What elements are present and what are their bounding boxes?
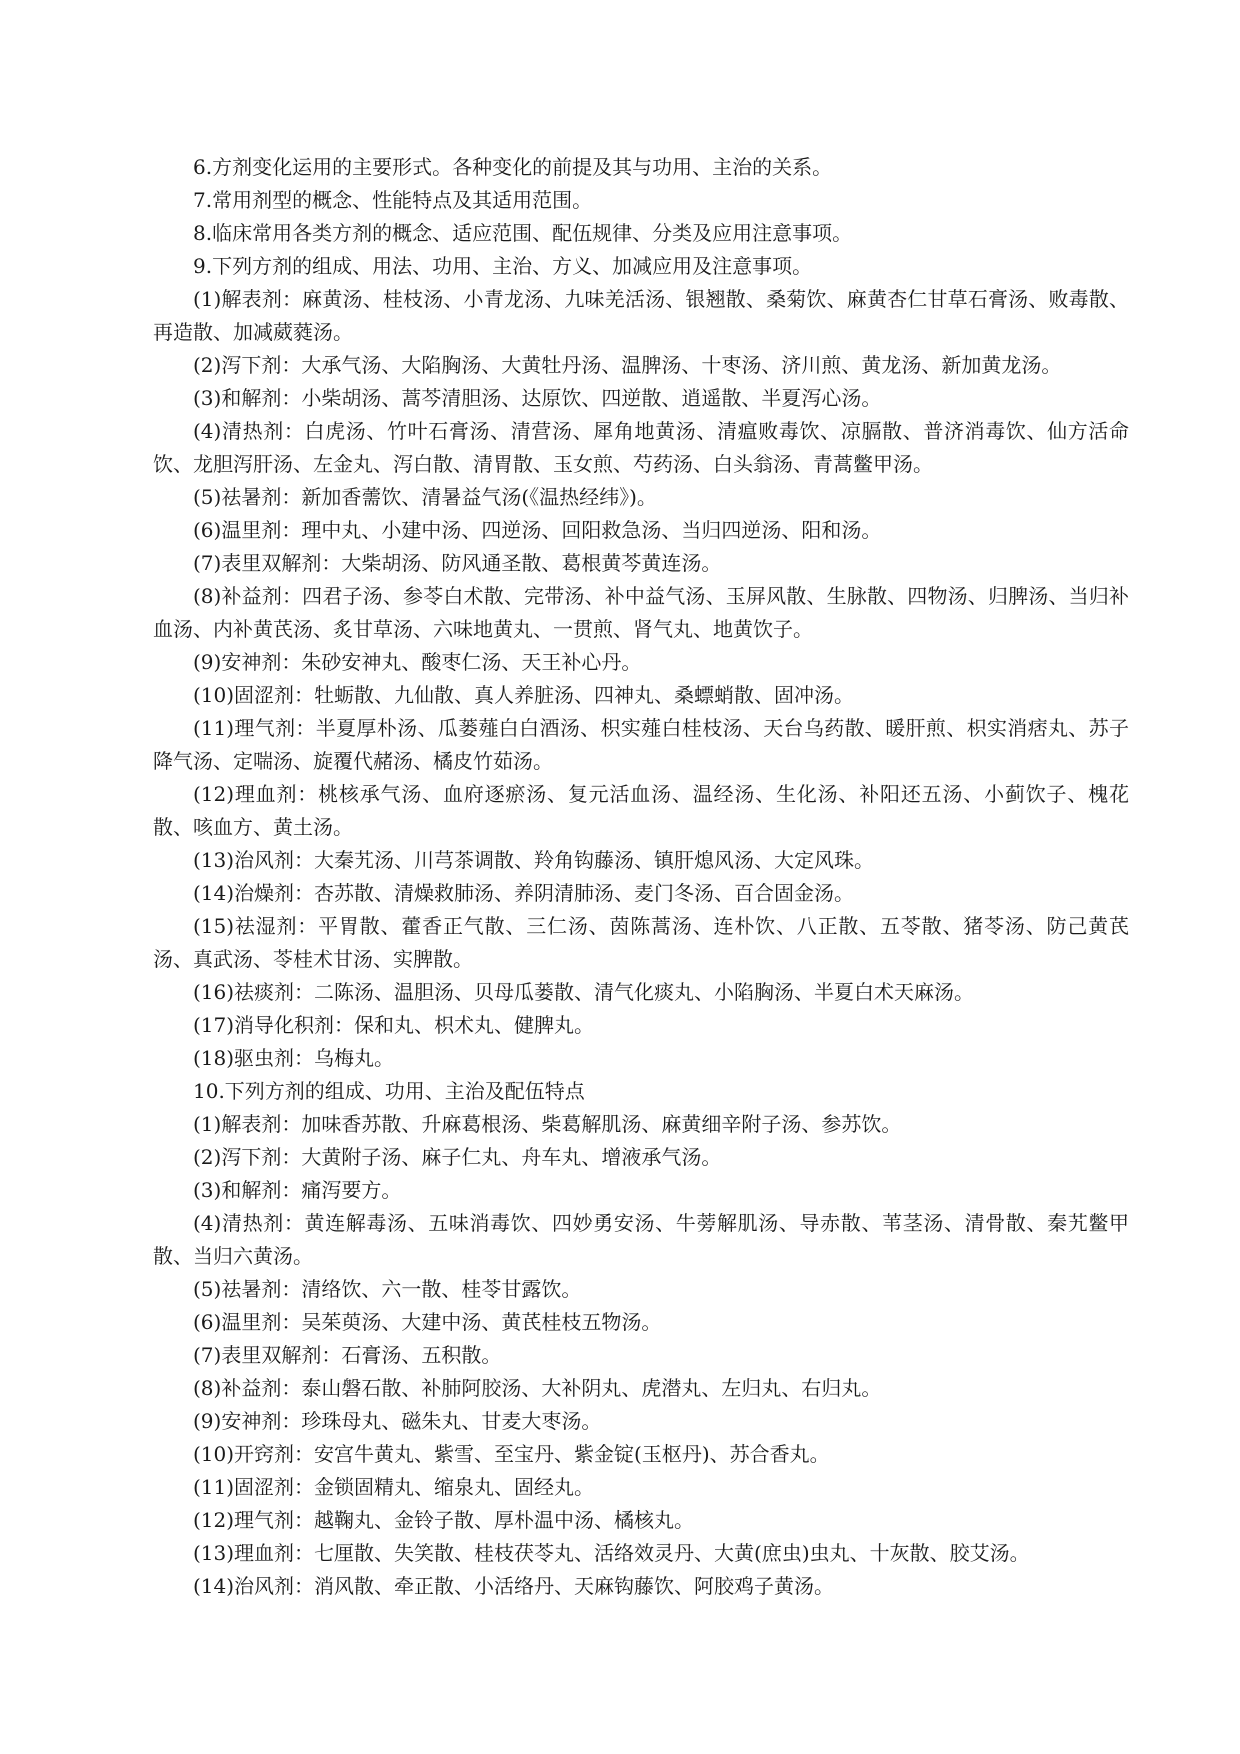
paragraph: (18)驱虫剂：乌梅丸。 <box>193 1046 395 1070</box>
paragraph: 8.临床常用各类方剂的概念、适应范围、配伍规律、分类及应用注意事项。 <box>193 221 853 245</box>
paragraph: (11)理气剂：半夏厚朴汤、瓜蒌薤白白酒汤、枳实薤白桂枝汤、天台乌药散、暖肝煎、枳实消痞丸、苏子降气汤、定喘汤、旋覆代赭汤、橘皮竹茹汤。 <box>153 716 1129 773</box>
paragraph: (7)表里双解剂：石膏汤、五积散。 <box>193 1343 502 1367</box>
paragraph: (5)祛暑剂：新加香薷饮、清暑益气汤(《温热经纬》)。 <box>193 485 657 509</box>
paragraph: (9)安神剂：朱砂安神丸、酸枣仁汤、天王补心丹。 <box>193 650 642 674</box>
paragraph: (8)补益剂：泰山磐石散、补肺阿胶汤、大补阴丸、虎潜丸、左归丸、右归丸。 <box>193 1376 882 1400</box>
paragraph: 7.常用剂型的概念、性能特点及其适用范围。 <box>193 188 593 212</box>
paragraph: (3)和解剂：小柴胡汤、蒿芩清胆汤、达原饮、四逆散、逍遥散、半夏泻心汤。 <box>193 386 882 410</box>
paragraph: (5)祛暑剂：清络饮、六一散、桂苓甘露饮。 <box>193 1277 582 1301</box>
paragraph: (15)祛湿剂：平胃散、藿香正气散、三仁汤、茵陈蒿汤、连朴饮、八正散、五苓散、猪苓汤、防己黄芪汤、真武汤、苓桂术甘汤、实脾散。 <box>153 914 1129 971</box>
paragraph: (17)消导化积剂：保和丸、枳术丸、健脾丸。 <box>193 1013 595 1037</box>
paragraph: (8)补益剂：四君子汤、参苓白术散、完带汤、补中益气汤、玉屏风散、生脉散、四物汤、归脾汤、当归补血汤、内补黄芪汤、炙甘草汤、六味地黄丸、一贯煎、肾气丸、地黄饮子。 <box>153 584 1129 641</box>
paragraph: (6)温里剂：理中丸、小建中汤、四逆汤、回阳救急汤、当归四逆汤、阳和汤。 <box>193 518 882 542</box>
paragraph: (12)理血剂：桃核承气汤、血府逐瘀汤、复元活血汤、温经汤、生化汤、补阳还五汤、小蓟饮子、槐花散、咳血方、黄土汤。 <box>153 782 1129 839</box>
paragraph: (6)温里剂：吴茱萸汤、大建中汤、黄芪桂枝五物汤。 <box>193 1310 662 1334</box>
paragraph: (4)清热剂：白虎汤、竹叶石膏汤、清营汤、犀角地黄汤、清瘟败毒饮、凉膈散、普济消毒饮、仙方活命饮、龙胆泻肝汤、左金丸、泻白散、清胃散、玉女煎、芍药汤、白头翁汤、青蒿鳖甲汤。 <box>153 419 1129 476</box>
paragraph: (7)表里双解剂：大柴胡汤、防风通圣散、葛根黄芩黄连汤。 <box>193 551 722 575</box>
paragraph: (4)清热剂：黄连解毒汤、五味消毒饮、四妙勇安汤、牛蒡解肌汤、导赤散、苇茎汤、清骨散、秦艽鳖甲散、当归六黄汤。 <box>153 1211 1129 1268</box>
paragraph: (3)和解剂：痛泻要方。 <box>193 1178 402 1202</box>
paragraph: 9.下列方剂的组成、用法、功用、主治、方义、加减应用及注意事项。 <box>193 254 813 278</box>
paragraph: (9)安神剂：珍珠母丸、磁朱丸、甘麦大枣汤。 <box>193 1409 602 1433</box>
paragraph: (2)泻下剂：大黄附子汤、麻子仁丸、舟车丸、增液承气汤。 <box>193 1145 722 1169</box>
paragraph: (13)治风剂：大秦艽汤、川芎茶调散、羚角钩藤汤、镇肝熄风汤、大定风珠。 <box>193 848 875 872</box>
paragraph: (16)祛痰剂：二陈汤、温胆汤、贝母瓜蒌散、清气化痰丸、小陷胸汤、半夏白术天麻汤。 <box>193 980 975 1004</box>
paragraph: 10.下列方剂的组成、功用、主治及配伍特点 <box>193 1079 585 1103</box>
paragraph: (10)固涩剂：牡蛎散、九仙散、真人养脏汤、四神丸、桑螵蛸散、固冲汤。 <box>193 683 855 707</box>
paragraph: (14)治风剂：消风散、牵正散、小活络丹、天麻钩藤饮、阿胶鸡子黄汤。 <box>193 1574 835 1598</box>
paragraph: 6.方剂变化运用的主要形式。各种变化的前提及其与功用、主治的关系。 <box>193 155 833 179</box>
paragraph: (14)治燥剂：杏苏散、清燥救肺汤、养阴清肺汤、麦门冬汤、百合固金汤。 <box>193 881 855 905</box>
paragraph: (1)解表剂：加味香苏散、升麻葛根汤、柴葛解肌汤、麻黄细辛附子汤、参苏饮。 <box>193 1112 902 1136</box>
paragraph: (12)理气剂：越鞠丸、金铃子散、厚朴温中汤、橘核丸。 <box>193 1508 695 1532</box>
paragraph: (11)固涩剂：金锁固精丸、缩泉丸、固经丸。 <box>193 1475 595 1499</box>
paragraph: (10)开窍剂：安宫牛黄丸、紫雪、至宝丹、紫金锭(玉枢丹)、苏合香丸。 <box>193 1442 830 1466</box>
paragraph: (13)理血剂：七厘散、失笑散、桂枝茯苓丸、活络效灵丹、大黄(庶虫)虫丸、十灰散、胶艾汤。 <box>193 1541 1030 1565</box>
paragraph: (1)解表剂：麻黄汤、桂枝汤、小青龙汤、九味羌活汤、银翘散、桑菊饮、麻黄杏仁甘草石膏汤、败毒散、再造散、加减葳蕤汤。 <box>153 287 1129 344</box>
document-body <box>153 151 1129 1603</box>
paragraph: (2)泻下剂：大承气汤、大陷胸汤、大黄牡丹汤、温脾汤、十枣汤、济川煎、黄龙汤、新加黄龙汤。 <box>193 353 1062 377</box>
